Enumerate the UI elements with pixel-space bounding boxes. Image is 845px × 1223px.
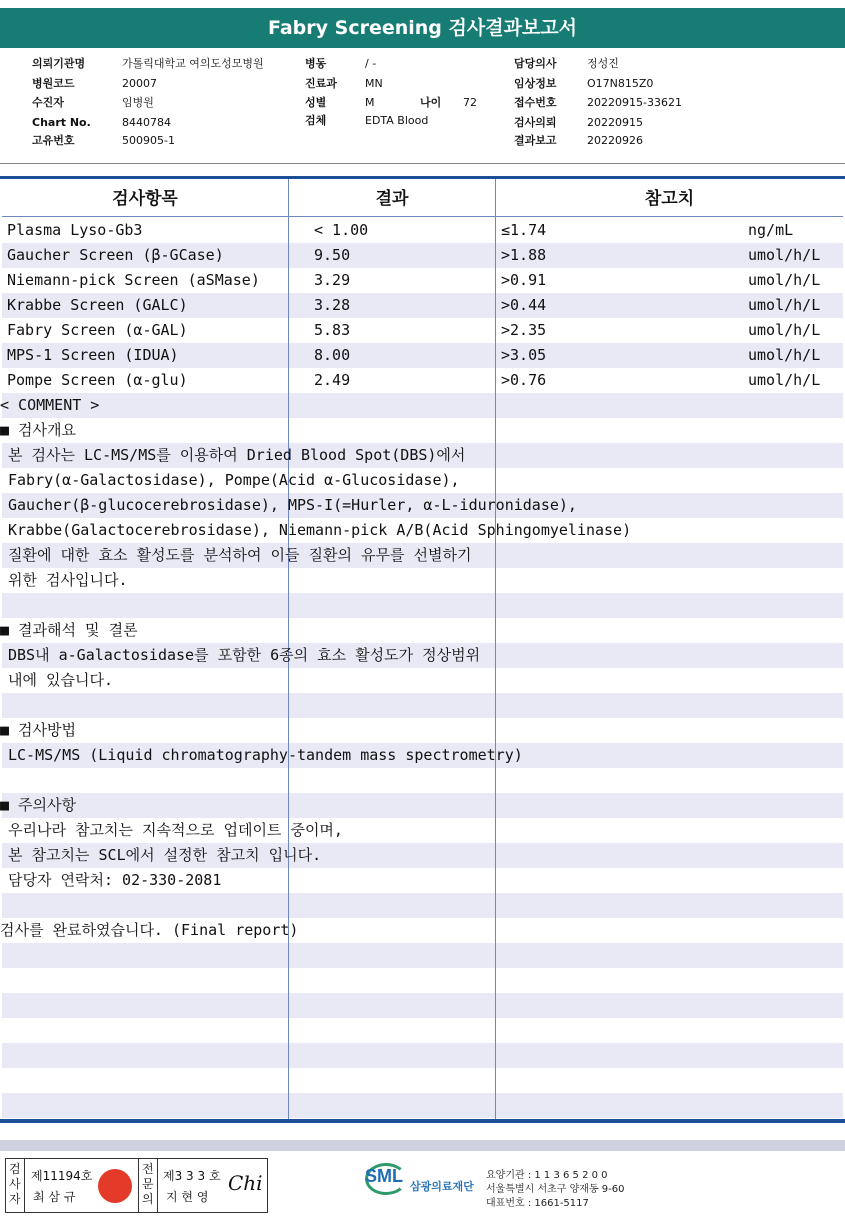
examiner-seal [98,1169,132,1203]
test-unit: umol/h/L [748,271,821,289]
col-header-result: 결과 [375,189,409,209]
info-value-4: 500905-1 [122,134,175,147]
col-header-ref: 참고치 [644,189,695,209]
row-stripe [2,668,843,693]
comment-line: 질환에 대한 효소 활성도를 분석하여 이들 질환의 유무를 선별하기 [8,546,472,564]
info3-label-3: 검사의뢰 [514,116,557,129]
row-stripe [2,568,843,593]
comment-line: ■ 검사방법 [0,721,77,739]
test-item: Niemann-pick Screen (aSMase) [7,271,260,289]
info-value-2: 임병원 [122,96,154,109]
test-unit: umol/h/L [748,371,821,389]
info2-label-0: 병동 [305,57,327,70]
info2-label-3: 검체 [305,114,327,127]
row-stripe [2,718,843,743]
test-item: Fabry Screen (α-GAL) [7,321,188,339]
examiner-license: 제11194호 [31,1169,93,1183]
test-ref: >3.05 [501,346,547,364]
comment-line: DBS내 a-Galactosidase를 포함한 6종의 효소 활성도가 정상범위 [8,646,481,664]
test-ref: ≤1.74 [501,221,547,239]
info-label-3: Chart No. [32,116,91,129]
comment-line: 내에 있습니다. [8,671,114,689]
info-label-2: 수진자 [32,96,64,109]
row-stripe [2,418,843,443]
age-value: 72 [463,96,477,109]
row-stripe [2,1043,843,1068]
age-label: 나이 [420,96,442,109]
comment-line: 본 참고치는 SCL에서 설정한 참고치 입니다. [8,846,322,864]
info-label-0: 의뢰기관명 [32,57,86,70]
comment-line: Krabbe(Galactocerebrosidase), Niemann-pick A/B(Acid Sphingomyelinase) [8,521,632,539]
info3-value-1: O17N815Z0 [587,77,654,90]
info3-value-3: 20220915 [587,116,643,129]
sml-logo: SML [365,1166,403,1186]
info3-value-2: 20220915-33621 [587,96,682,109]
specialist-label: 전문의 [142,1162,154,1206]
info3-label-2: 접수번호 [514,96,557,109]
row-stripe [2,1068,843,1093]
info2-value-2: M [365,96,375,109]
comment-line: < COMMENT > [0,396,100,414]
org-code: 요양기관 : 1 1 3 6 5 2 0 0 [486,1170,608,1181]
comment-line: ■ 검사개요 [0,421,77,439]
comment-line: 우리나라 참고치는 지속적으로 업데이트 중이며, [8,821,343,839]
comment-line: 위한 검사입니다. [8,571,128,589]
info-label-4: 고유번호 [32,134,75,147]
info2-value-0: / - [365,57,377,70]
specialist-name: 지 현 영 [166,1190,209,1204]
comment-line: Fabry(α-Galactosidase), Pompe(Acid α-Glucosidase), [8,471,460,489]
row-stripe [2,593,843,618]
test-result: 9.50 [314,246,351,264]
info3-label-1: 임상정보 [514,77,557,90]
comment-line: Gaucher(β-glucocerebrosidase), MPS-I(=Hurler, α-L-iduronidase), [8,496,577,514]
test-item: MPS-1 Screen (IDUA) [7,346,179,364]
info3-label-4: 결과보고 [514,134,557,147]
test-result: 3.28 [314,296,351,314]
examiner-name: 최 삼 규 [33,1190,76,1204]
info3-value-4: 20220926 [587,134,643,147]
test-unit: ng/mL [748,221,794,239]
info2-value-3: EDTA Blood [365,114,429,127]
test-unit: umol/h/L [748,321,821,339]
comment-line: 본 검사는 LC-MS/MS를 이용하여 Dried Blood Spot(DBS)에서 [8,446,466,464]
test-ref: >2.35 [501,321,547,339]
row-stripe [2,993,843,1018]
row-stripe [2,1018,843,1043]
signature-box [5,1158,268,1213]
test-ref: >1.88 [501,246,547,264]
info-value-3: 8440784 [122,116,171,129]
test-ref: >0.91 [501,271,547,289]
row-stripe [2,943,843,968]
comment-line: ■ 주의사항 [0,796,77,814]
test-unit: umol/h/L [748,346,821,364]
info3-label-0: 담당의사 [514,57,557,70]
test-unit: umol/h/L [748,296,821,314]
test-result: 2.49 [314,371,351,389]
col-header-item: 검사항목 [112,189,178,209]
header-divider [0,163,845,164]
specialist-signature: Chi [228,1171,263,1195]
test-ref: >0.44 [501,296,547,314]
footer-band [0,1140,845,1151]
comment-line: 담당자 연락처: 02-330-2081 [8,871,222,889]
row-stripe [2,968,843,993]
report-title: Fabry Screening 검사결과보고서 [0,8,845,48]
row-stripe [2,393,843,418]
org-name: 삼광의료재단 [410,1180,474,1193]
info-value-1: 20007 [122,77,157,90]
info-label-1: 병원코드 [32,77,75,90]
info2-label-1: 진료과 [305,77,337,90]
comment-line: 검사를 완료하였습니다. (Final report) [0,921,299,939]
info3-value-0: 정성진 [587,57,619,70]
specialist-license: 제3 3 3 호 [163,1169,221,1183]
test-ref: >0.76 [501,371,547,389]
comment-line: ■ 결과해석 및 결론 [0,621,138,639]
test-result: 5.83 [314,321,351,339]
col-divider-2 [495,179,496,1119]
test-result: < 1.00 [314,221,369,239]
test-result: 8.00 [314,346,351,364]
test-item: Krabbe Screen (GALC) [7,296,188,314]
org-address: 서울특별시 서초구 양재동 9-60 [486,1184,625,1195]
info2-value-1: MN [365,77,383,90]
test-item: Gaucher Screen (β-GCase) [7,246,224,264]
examiner-label: 검사자 [9,1162,21,1206]
test-result: 3.29 [314,271,351,289]
info-value-0: 가톨릭대학교 여의도성모병원 [122,57,264,70]
test-item: Pompe Screen (α-glu) [7,371,188,389]
test-unit: umol/h/L [748,246,821,264]
comment-line: LC-MS/MS (Liquid chromatography-tandem mass spectrometry) [8,746,523,764]
row-stripe [2,693,843,718]
test-item: Plasma Lyso-Gb3 [7,221,143,239]
header-underline [2,216,843,217]
row-stripe [2,768,843,793]
row-stripe [2,1093,843,1118]
org-phone: 대표번호 : 1661-5117 [486,1198,589,1209]
row-stripe [2,893,843,918]
row-stripe [2,793,843,818]
info2-label-2: 성별 [305,96,327,109]
